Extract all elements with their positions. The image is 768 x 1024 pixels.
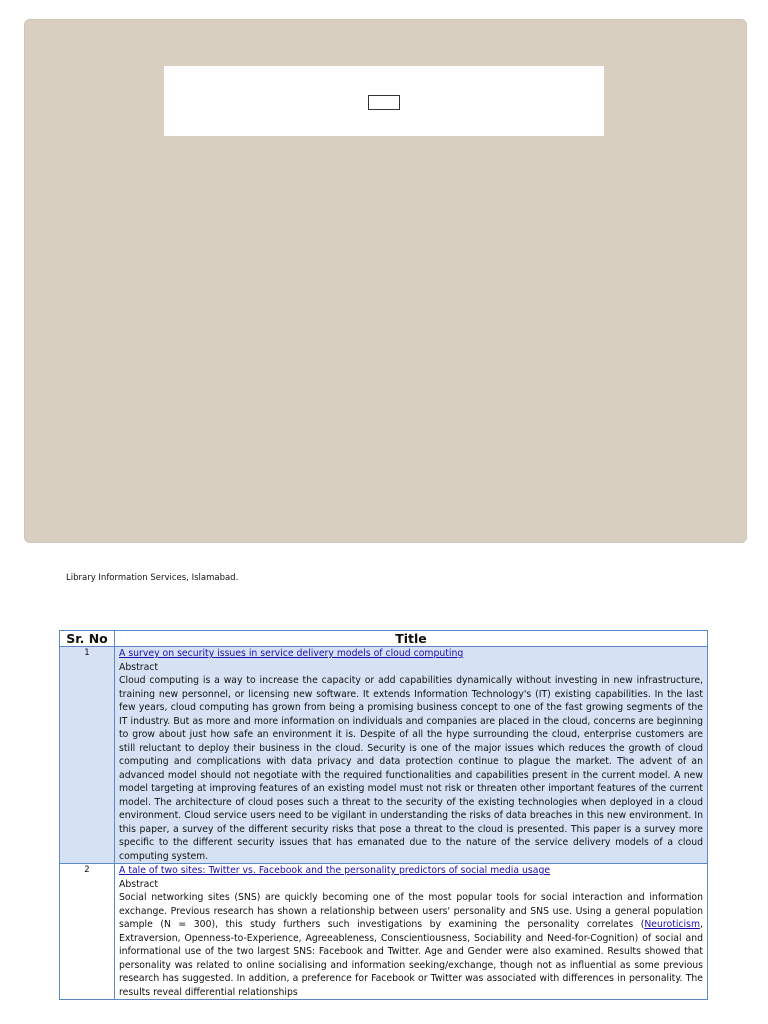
header-banner xyxy=(164,66,604,136)
organization-line: Library Information Services, Islamabad. xyxy=(66,573,239,583)
abstract-text xyxy=(119,891,703,999)
broken-image-icon xyxy=(368,95,400,110)
abstract-text-part: , Extraversion, Openness-to-Experience, Agreeableness, Conscientiousness, Sociability and Need-for-Cognition) of social and informational use of the two largest SNS: Facebook and Twitter. Age and Gender were also examined. Results showed that personality was related to online socialising and information seeking/exchange, though not as influential as some previous research has suggested. In addition, a preference for Facebook or Twitter was associated with differences in personality. The results reveal differential relationships xyxy=(119,919,703,998)
row-entry xyxy=(115,647,708,864)
row-entry xyxy=(115,864,708,1000)
neuroticism-link[interactable]: Neuroticism xyxy=(644,919,701,930)
header-sr-no: Sr. No xyxy=(60,631,115,647)
article-title-link[interactable]: A survey on security issues in service delivery models of cloud computing xyxy=(119,648,464,659)
abstract-text-part: Social networking sites (SNS) are quickly becoming one of the most popular tools for social interaction and information exchange. Previous research has shown a relationship between users' personality and SNS use. Using a general population sample (N = 300), this study furthers such investigations by examining the personality correlates ( xyxy=(119,892,703,930)
header-title: Title xyxy=(115,631,708,647)
abstract-label: Abstract xyxy=(119,878,159,890)
abstract-label: Abstract xyxy=(119,661,159,673)
table-row xyxy=(60,864,708,1000)
row-number: 1 xyxy=(60,647,115,864)
table-row xyxy=(60,647,708,864)
table-header-row xyxy=(60,631,708,647)
row-number: 2 xyxy=(60,864,115,1000)
abstract-text: Cloud computing is a way to increase the capacity or add capabilities dynamically without investing in new infrastructure, training new personnel, or licensing new software. It extends Information Technology's (IT) existing capabilities. In the last few years, cloud computing has grown from being a promising business concept to one of the fast growing segments of the IT industry. But as more and more information on individuals and companies are placed in the cloud, concerns are beginning to grow about just how safe an environment it is. Despite of all the hype surrounding the cloud, enterprise customers are still reluctant to deploy their business in the cloud. Security is one of the major issues which reduces the growth of cloud computing and complications with data privacy and data protection continue to plague the market. The advent of an advanced model should not negotiate with the required functionalities and capabilities present in the current model. A new model targeting at improving features of an existing model must not risk or threaten other important features of the current model. The architecture of cloud poses such a threat to the security of the existing technologies when deployed in a cloud environment. Cloud service users need to be vigilant in understanding the risks of data breaches in this new environment. In this paper, a survey of the different security risks that pose a threat to the cloud is presented. This paper is a survey more specific to the different security issues that has emanated due to the nature of the service delivery models of a cloud computing system. xyxy=(119,675,703,862)
article-title-link[interactable]: A tale of two sites: Twitter vs. Facebook and the personality predictors of social media usage xyxy=(119,865,551,876)
results-table xyxy=(59,630,708,1000)
header-panel xyxy=(24,19,747,543)
